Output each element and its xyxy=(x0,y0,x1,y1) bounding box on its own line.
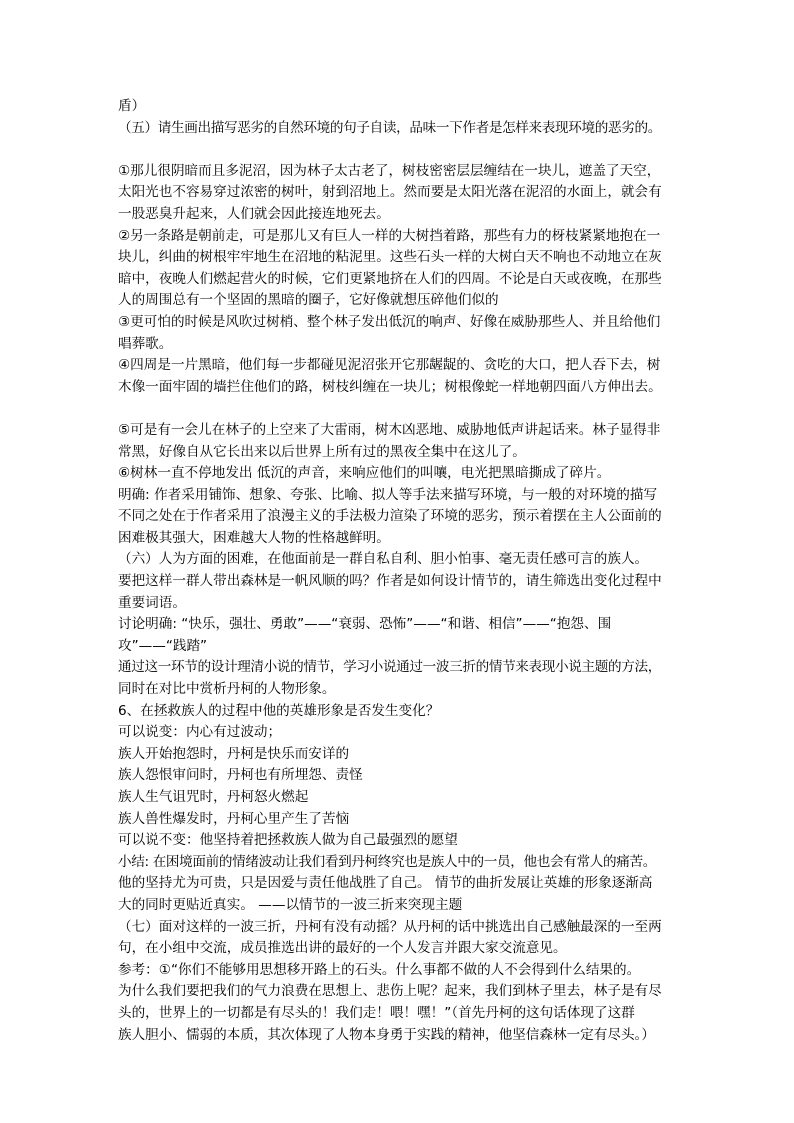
quote-one-line-2: 太阳光也不容易穿过浓密的树叶，射到沼地上。然而要是太阳光落在泥沼的水面上，就会有 xyxy=(118,184,662,201)
blank-line xyxy=(118,398,678,420)
summary-line-2: 他的坚持尤为可贵，只是因爱与责任他战胜了自己。 情节的曲折发展让英雄的形象逐渐高 xyxy=(118,875,653,892)
quote-two-line-3: 暗中，夜晚人们燃起营火的时候，它们更紧地挤在人们的四周。不论是白天或夜晚，在那些 xyxy=(118,270,662,287)
quote-one-line-1: ①那儿很阴暗而且多泥沼，因为林子太古老了，树枝密密层层缠结在一块儿，遮盖了天空， xyxy=(118,162,661,179)
quote-four-line-2: 木像一面牢固的墙拦住他们的路，树枝纠缠在一块儿；树根像蛇一样地朝四面八方伸出去。 xyxy=(118,378,662,395)
reference-line-4: 族人胆小、懦弱的本质，其次体现了人物本身勇于实践的精神，他坚信森林一定有尽头。） xyxy=(118,1026,655,1043)
answer-change-item-3: 族人生气诅咒时，丹柯怒火燃起 xyxy=(118,789,309,805)
quote-six-line-1: ⑥树林一直不停地发出 低沉的声音，来响应他们的叫嚷，电光把黑暗撕成了碎片。 xyxy=(118,465,611,482)
discussion-line-1: 讨论明确: “快乐，强壮、勇敢”——“衰弱、恐怖”——“和谐、相信”——“抱怨、围 xyxy=(118,616,612,633)
section-seven-heading-line-1: （七）面对这样的一波三折，丹柯有没有动摇？从丹柯的话中挑选出自己感触最深的一至两 xyxy=(118,918,662,935)
method-line-1: 通过这一环节的设计理清小说的情节，学习小说通过一波三折的情节来表现小说主题的方法， xyxy=(118,659,661,676)
quote-two-line-4: 人的周围总有一个坚固的黑暗的圈子，它好像就想压碎他们似的 xyxy=(118,292,499,309)
summary-line-3: 大的同时更贴近真实。 ——以情节的一波三折来突现主题 xyxy=(118,896,463,913)
quote-five-line-1: ⑤可是有一会儿在林子的上空来了大雷雨，树木凶恶地、威胁地低声讲起话来。林子显得非 xyxy=(118,421,661,438)
quote-four-line-1: ④四周是一片黑暗，他们每一步都碰见泥沼张开它那龌龊的、贪吃的大口，把人吞下去，树 xyxy=(118,357,661,374)
quote-three-line-2: 唱葬歌。 xyxy=(118,335,173,352)
method-line-2: 同时在对比中赏析丹柯的人物形象。 xyxy=(118,681,336,698)
section-seven-heading-line-2: 句，在小组中交流，成员推选出讲的最好的一个人发言并跟大家交流意见。 xyxy=(118,940,567,957)
section-five-heading: （五）请生画出描写恶劣的自然环境的句子自读，品味一下作者是怎样来表现环境的恶劣的。 xyxy=(118,119,661,136)
clarification-line-2: 不同之处在于作者采用了浪漫主义的手法极力渲染了环境的恶劣，预示着摆在主人公面前的 xyxy=(118,508,662,525)
clarification-line-3: 困难极其强大，困难越大人物的性格越鲜明。 xyxy=(118,529,390,546)
clarification-line-1: 明确: 作者采用铺饰、想象、夸张、比喻、拟人等手法来描写环境，与一般的对环境的描写 xyxy=(118,486,658,503)
answer-unchanged-line: 可以说不变：他坚持着把拯救族人做为自己最强烈的愿望 xyxy=(118,832,458,849)
quote-two-line-1: ②另一条路是朝前走，可是那儿又有巨人一样的大树挡着路，那些有力的枒枝紧紧地抱在一 xyxy=(118,227,661,244)
quote-one-line-3: 一股恶臭升起来，人们就会因此接连地死去。 xyxy=(118,205,390,222)
reference-line-2: 为什么我们要把我们的气力浪费在思想上、悲伤上呢？起来，我们到林子里去，林子是有尽 xyxy=(118,983,662,1000)
reference-line-3: 头的，世界上的一切都是有尽头的！我们走！喂！嘿！”（首先丹柯的这句话体现了这群 xyxy=(118,1004,635,1021)
document-page xyxy=(118,96,678,1046)
reference-line-1: 参考：①“你们不能够用思想移开路上的石头。什么事都不做的人不会得到什么结果的。 xyxy=(118,961,641,978)
text-line-continuation: 盾） xyxy=(118,98,146,114)
answer-change-item-4: 族人兽性爆发时，丹柯心里产生了苦恼 xyxy=(118,810,350,827)
blank-line xyxy=(118,139,678,161)
section-six-question-line-2: 重要词语。 xyxy=(118,594,186,611)
quote-two-line-2: 块儿，纠曲的树根牢牢地生在沼地的粘泥里。这些石头一样的大树白天不响也不动地立在灰 xyxy=(118,249,662,266)
answer-change-line: 可以说变：内心有过波动； xyxy=(118,724,282,741)
quote-five-line-2: 常黑，好像自从它长出来以后世界上所有过的黑夜全集中在这儿了。 xyxy=(118,443,526,460)
section-six-heading: （六）人为方面的困难，在他面前是一群自私自利、胆小怕事、毫无责任感可言的族人。 xyxy=(118,551,649,568)
answer-change-item-1: 族人开始抱怨时，丹柯是快乐而安详的 xyxy=(118,745,350,762)
question-six-heading: 6、在拯救族人的过程中他的英雄形象是否发生变化？ xyxy=(118,702,440,719)
section-six-question-line-1: 要把这样一群人带出森林是一帆风顺的吗？作者是如何设计情节的，请生筛选出变化过程中 xyxy=(118,573,662,590)
discussion-line-2: 攻”——“践踏” xyxy=(118,637,208,654)
answer-change-item-2: 族人怨恨审问时，丹柯也有所埋怨、责怪 xyxy=(118,767,363,784)
quote-three-line-1: ③更可怕的时候是风吹过树梢、整个林子发出低沉的响声、好像在威胁那些人、并且给他们 xyxy=(118,313,661,330)
summary-line-1: 小结: 在困境面前的情绪波动让我们看到丹柯终究也是族人中的一员，他也会有常人的痛苦。 xyxy=(118,853,656,870)
